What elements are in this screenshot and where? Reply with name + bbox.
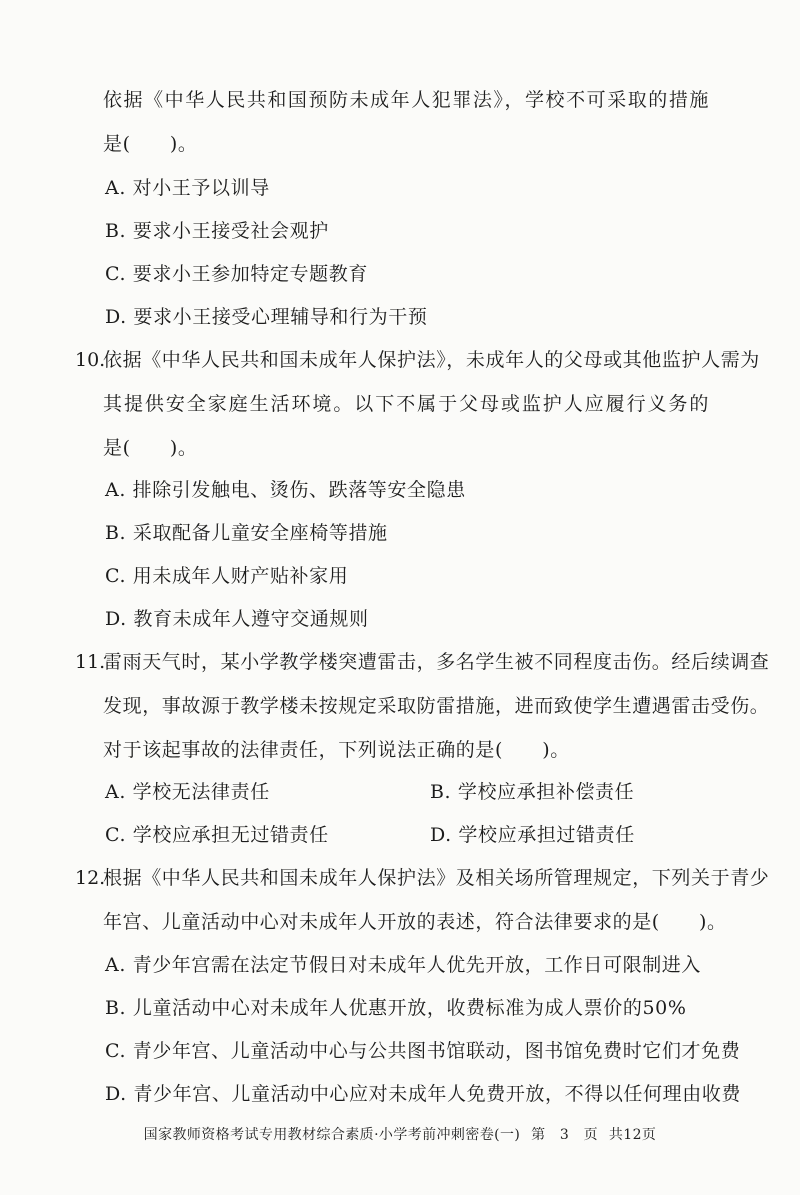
q10-stem-line-2: 其提供安全家庭生活环境。以下不属于父母或监护人应履行义务的 [103, 393, 709, 415]
q10-stem-line-3: 是( )。 [103, 437, 198, 459]
q10-number: 10. [75, 349, 106, 371]
q12-number: 12. [75, 867, 106, 889]
q11-option-b: B. 学校应承担补偿责任 [430, 781, 635, 803]
q11-option-d: D. 学校应承担过错责任 [430, 824, 635, 846]
page-footer [0, 1126, 800, 1144]
q12-option-d: D. 青少年宫、儿童活动中心应对未成年人免费开放，不得以任何理由收费 [105, 1083, 742, 1105]
q9-option-b: B. 要求小王接受社会观护 [105, 220, 329, 242]
q9-stem-line-1: 依据《中华人民共和国预防未成年人犯罪法》，学校不可采取的措施 [103, 89, 709, 111]
q12-stem-line-1: 根据《中华人民共和国未成年人保护法》及相关场所管理规定，下列关于青少 [103, 867, 770, 889]
q12-option-a: A. 青少年宫需在法定节假日对未成年人优先开放，工作日可限制进入 [105, 954, 702, 976]
q9-option-c: C. 要求小王参加特定专题教育 [105, 263, 368, 285]
q11-stem-line-2: 发现，事故源于教学楼未按规定采取防雷措施，进而致使学生遭遇雷击受伤。 [103, 695, 770, 717]
q10-option-a: A. 排除引发触电、烫伤、跌落等安全隐患 [105, 479, 466, 501]
footer-page-total: 共12页 [608, 1127, 657, 1143]
q11-option-a: A. 学校无法律责任 [105, 781, 270, 803]
q11-number: 11. [75, 651, 106, 673]
q9-option-a: A. 对小王予以训导 [105, 177, 270, 199]
q12-option-b: B. 儿童活动中心对未成年人优惠开放，收费标准为成人票价的50% [105, 997, 687, 1019]
q11-stem-line-3: 对于该起事故的法律责任，下列说法正确的是( )。 [103, 739, 570, 761]
footer-book-title: 国家教师资格考试专用教材综合素质·小学考前冲刺密卷(一) [143, 1127, 521, 1143]
q9-stem-line-2: 是( )。 [103, 133, 198, 155]
q9-option-d: D. 要求小王接受心理辅导和行为干预 [105, 306, 428, 328]
q12-option-c: C. 青少年宫、儿童活动中心与公共图书馆联动，图书馆免费时它们才免费 [105, 1040, 741, 1062]
q10-option-c: C. 用未成年人财产贴补家用 [105, 565, 349, 587]
q11-stem-line-1: 雷雨天气时，某小学教学楼突遭雷击，多名学生被不同程度击伤。经后续调查 [103, 651, 770, 673]
q12-stem-line-2: 年宫、儿童活动中心对未成年人开放的表述，符合法律要求的是( )。 [103, 911, 727, 933]
q10-stem-line-1: 依据《中华人民共和国未成年人保护法》，未成年人的父母或其他监护人需为 [103, 349, 760, 371]
q10-option-b: B. 采取配备儿童安全座椅等措施 [105, 522, 388, 544]
footer-page-number: 第 3 页 [531, 1127, 599, 1143]
q11-option-c: C. 学校应承担无过错责任 [105, 824, 329, 846]
q10-option-d: D. 教育未成年人遵守交通规则 [105, 608, 369, 630]
